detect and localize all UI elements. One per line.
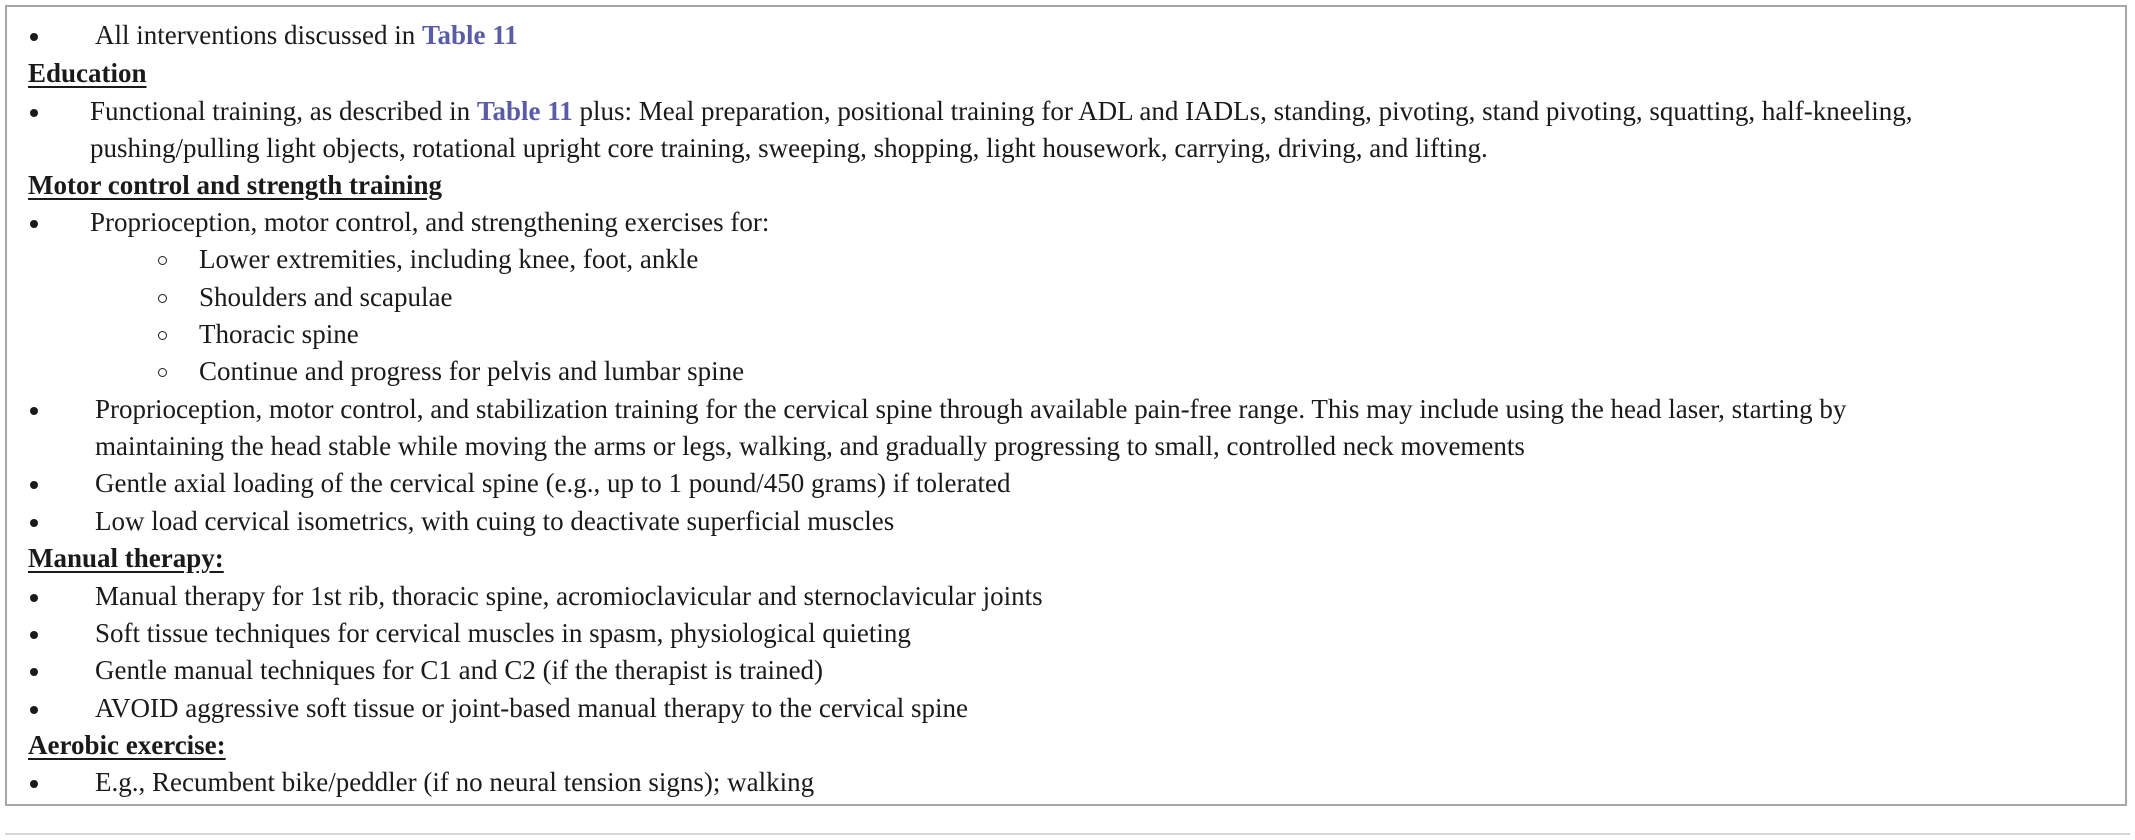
page-divider (5, 833, 2130, 835)
sub-item-text: Thoracic spine (199, 319, 359, 349)
list-item-text-continued: maintaining the head stable while moving the arms or legs, walking, and gradually progressing to small, controlled neck movements (95, 431, 1525, 461)
section-heading-aerobic-exercise: Aerobic exercise: (28, 730, 226, 760)
list-item-text (95, 17, 518, 54)
table-11-link[interactable]: Table 11 (476, 96, 573, 126)
list-item-text: E.g., Recumbent bike/peddler (if no neural tension signs); walking (95, 767, 815, 797)
list-item-text: Gentle manual techniques for C1 and C2 (if the therapist is trained) (95, 655, 824, 685)
list-item-text: Proprioception, motor control, and stabilization training for the cervical spine through available pain-free range. This may include using the head laser, starting by (95, 394, 1847, 424)
sub-item-text: Lower extremities, including knee, foot, ankle (199, 244, 699, 274)
list-item-text: AVOID aggressive soft tissue or joint-based manual therapy to the cervical spine (95, 693, 969, 723)
list-item-text-continued: pushing/pulling light objects, rotational upright core training, sweeping, shopping, light housework, carrying, driving, and lifting. (90, 133, 1488, 163)
item-text: All interventions discussed in (95, 20, 422, 50)
list-item-text (90, 93, 1913, 130)
list-item-text: Proprioception, motor control, and strengthening exercises for: (90, 207, 770, 237)
table-11-link[interactable]: Table 11 (421, 20, 518, 50)
item-text: Functional training, as described in (90, 96, 477, 126)
section-heading-education: Education (28, 58, 147, 88)
section-heading-manual-therapy: Manual therapy: (28, 543, 224, 573)
sub-item-text: Shoulders and scapulae (199, 282, 453, 312)
list-item-text: Low load cervical isometrics, with cuing to deactivate superficial muscles (95, 506, 895, 536)
section-heading-motor-control: Motor control and strength training (28, 170, 443, 200)
list-item-text: Gentle axial loading of the cervical spine (e.g., up to 1 pound/450 grams) if tolerated (95, 468, 1011, 498)
list-item-text: Manual therapy for 1st rib, thoracic spine, acromioclavicular and sternoclavicular joints (95, 581, 1043, 611)
list-item-text: Soft tissue techniques for cervical muscles in spasm, physiological quieting (95, 618, 911, 648)
item-text: plus: Meal preparation, positional training for ADL and IADLs, standing, pivoting, stand pivoting, squatting, half-kneeling, (572, 96, 1913, 126)
sub-item-text: Continue and progress for pelvis and lumbar spine (199, 356, 745, 386)
